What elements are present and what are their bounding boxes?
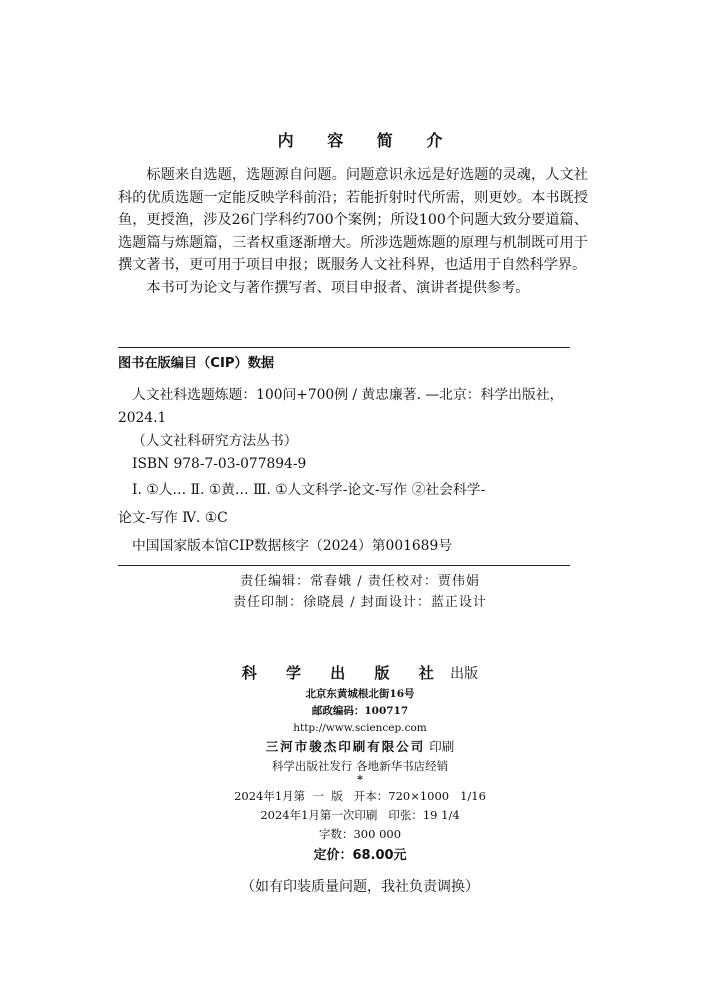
printing-line: 2024年1月第一次印刷 印张：19 1/4 (260, 808, 460, 822)
publisher-line (0, 660, 720, 686)
publisher-url: http://www.sciencep.com (293, 722, 427, 734)
cip-title-line: 人文社科选题炼题：100问+700例 / 黄忠廉著. —北京：科学出版社， (132, 387, 564, 403)
distribution-line: 科学出版社发行 各地新华书店经销 (271, 759, 449, 773)
summary-heading: 内 容 简 介 (277, 131, 457, 150)
cip-record-number: 中国国家版本馆CIP数据核字（2024）第001689号 (132, 538, 453, 554)
credits-production: 责任印制：徐晓晨 / 封面设计：蓝正设计 (233, 595, 487, 610)
printer-line (0, 737, 720, 757)
cip-classification-cont: 论文-写作 Ⅳ. ①C (118, 510, 228, 526)
summary-section (118, 164, 588, 299)
publisher-logo-text: 科 学 出 版 社 (241, 664, 446, 682)
credits-editors: 责任编辑：常春娥 / 责任校对：贾伟娟 (240, 574, 480, 589)
cip-title-line-cont: 2024.1 (118, 410, 167, 426)
cip-block (118, 352, 578, 560)
publisher-postcode: 邮政编码：100717 (311, 705, 409, 717)
cip-title: 图书在版编目（CIP）数据 (118, 356, 275, 371)
word-count: 字数：300 000 (318, 827, 402, 841)
summary-paragraph-2: 本书可为论文与著作撰写者、项目申报者、演讲者提供参考。 (146, 279, 530, 296)
cip-isbn: ISBN 978-7-03-077894-9 (132, 456, 307, 472)
printer-suffix: 印刷 (429, 739, 455, 754)
separator-star: * (357, 773, 363, 786)
cip-bottom-rule (118, 565, 570, 566)
cip-top-rule (118, 347, 570, 348)
summary-paragraph-1: 标题来自选题，选题源自问题。问题意识永远是好选题的灵魂，人文社科的优质选题一定能反映学科前沿；若能折射时代所需，则更妙。本书既授鱼，更授渔，涉及26门学科约700个案例；所设100个问题大致分要道篇、选题篇与炼题篇，三者权重逐渐增大。所涉选题炼题的原理与机制既可用于撰文著书，更可用于项目申报；既服务人文社科界，也适用于自然科学界。 (118, 167, 588, 273)
price: 定价：68.00元 (313, 848, 407, 863)
printer-name: 三河市骏杰印刷有限公司 (265, 739, 426, 754)
imprint-block (0, 660, 720, 902)
edition-line: 2024年1月第 一 版 开本：720×1000 1/16 (234, 789, 486, 803)
credits-block (0, 571, 720, 613)
cip-series: （人文社科研究方法丛书） (132, 433, 298, 449)
cip-classification: Ⅰ. ①人… Ⅱ. ①黄… Ⅲ. ①人文科学-论文-写作 ②社会科学- (132, 482, 486, 498)
publisher-address: 北京东黄城根北街16号 (305, 688, 415, 700)
publisher-suffix: 出版 (450, 666, 479, 682)
quality-note: （如有印装质量问题，我社负责调换） (241, 879, 479, 895)
